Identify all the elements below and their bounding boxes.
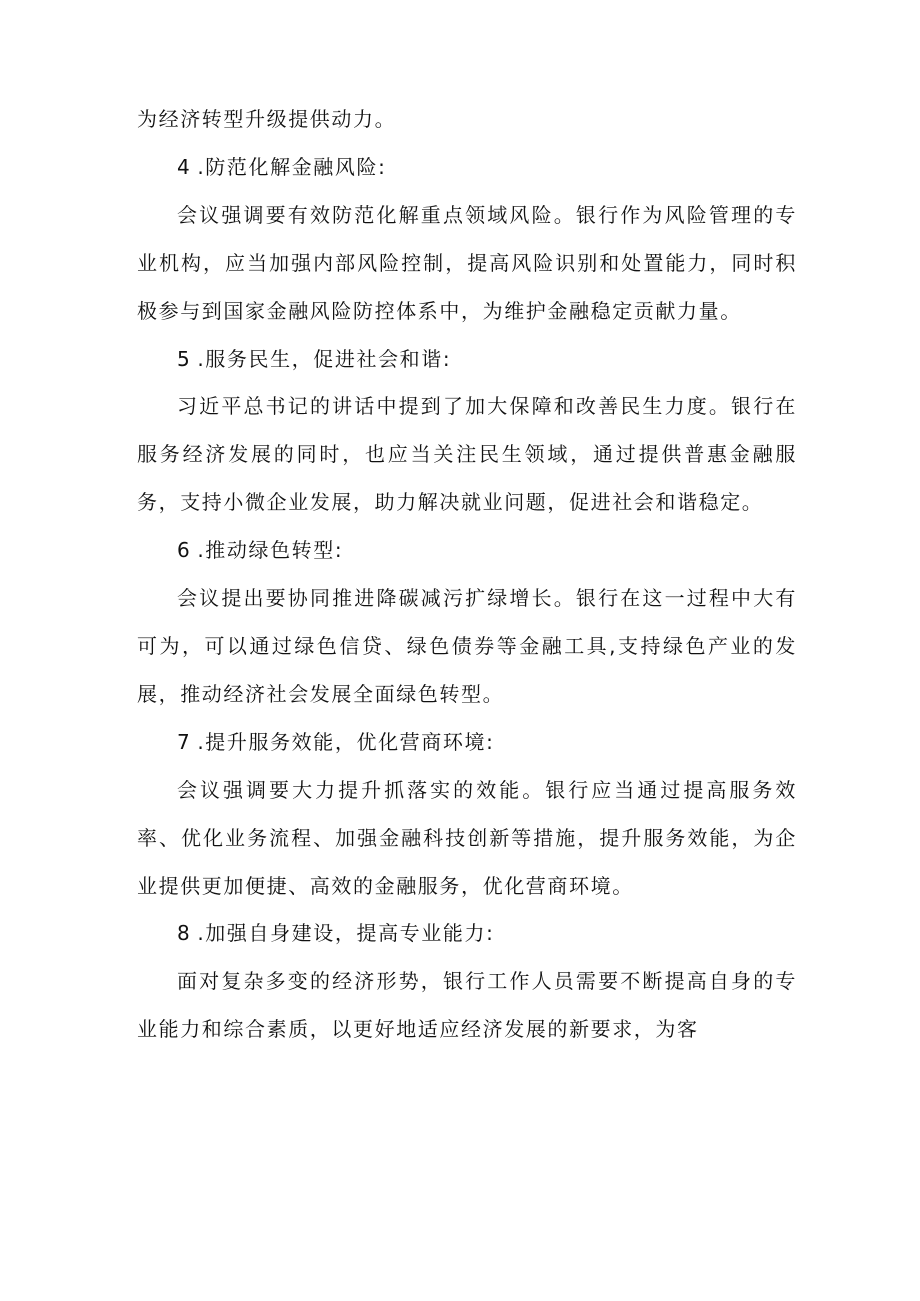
paragraph-continuation: 为经济转型升级提供动力。 xyxy=(137,107,397,131)
section-heading-4 xyxy=(137,144,797,192)
paragraph: 面对复杂多变的经济形势，银行工作人员需要不断提高自身的专业能力和综合素质，以更好地适应经济发展的新要求，为客 xyxy=(137,969,797,1042)
paragraph: 习近平总书记的讲话中提到了加大保障和改善民生力度。银行在服务经济发展的同时，也应当关注民生领域，通过提供普惠金融服务，支持小微企业发展，助力解决就业问题，促进社会和谐稳定。 xyxy=(137,394,797,515)
section-heading-5 xyxy=(137,336,797,384)
section-heading-text: .服务民生，促进社会和谐: xyxy=(197,346,452,371)
section-heading-text: .提升服务效能，优化营商环境: xyxy=(197,729,495,754)
section-number: 8 xyxy=(177,921,192,946)
paragraph: 会议强调要有效防范化解重点领域风险。银行作为风险管理的专业机构，应当加强内部风险控制，提高风险识别和处置能力，同时积极参与到国家金融风险防控体系中，为维护金融稳定贡献力量。 xyxy=(137,202,797,323)
section-number: 5 xyxy=(177,346,192,371)
section-heading-7 xyxy=(137,719,797,767)
document-body xyxy=(137,96,797,1054)
section-number: 7 xyxy=(177,729,192,754)
paragraph: 会议提出要协同推进降碳减污扩绿增长。银行在这一过程中大有可为，可以通过绿色信贷、绿色债券等金融工具,支持绿色产业的发展，推动经济社会发展全面绿色转型。 xyxy=(137,586,797,706)
section-heading-text: .防范化解金融风险: xyxy=(197,154,387,179)
section-heading-text: .加强自身建设，提高专业能力: xyxy=(197,921,495,946)
section-heading-6 xyxy=(137,527,797,575)
section-number: 6 xyxy=(177,538,192,563)
paragraph: 会议强调要大力提升抓落实的效能。银行应当通过提高服务效率、优化业务流程、加强金融科技创新等措施，提升服务效能，为企业提供更加便捷、高效的金融服务，优化营商环境。 xyxy=(137,777,797,898)
section-number: 4 xyxy=(177,154,192,179)
section-heading-8 xyxy=(137,910,797,958)
section-heading-text: .推动绿色转型: xyxy=(197,538,344,563)
